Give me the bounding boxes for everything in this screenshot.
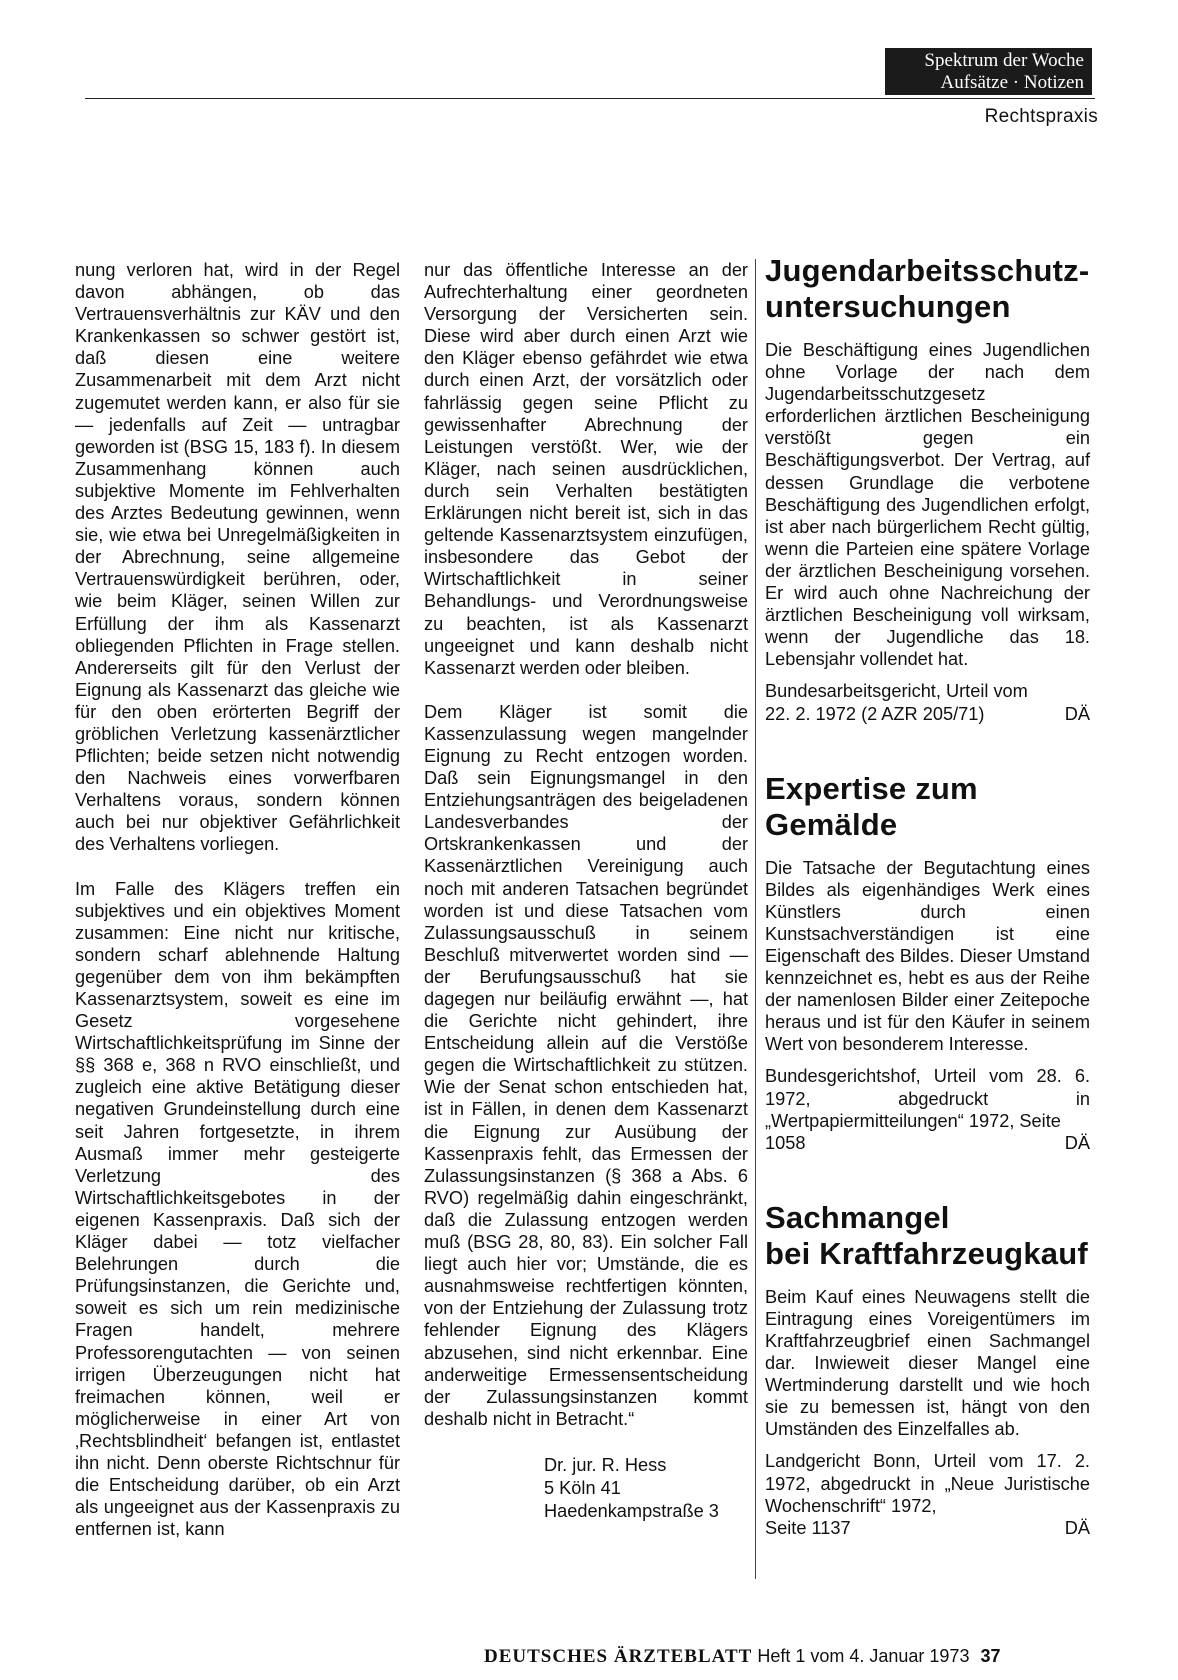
header-rule bbox=[85, 98, 1095, 99]
paragraph: nur das öffentliche Interesse an der Aufrechterhaltung einer geordneten Versorgung der Versicherten sein. Diese wird aber durch einen Arzt wie den Kläger ebenso gefährdet wie etwa durch einen Arzt, der vorsätzlich oder fahrlässig gegen seine Pflicht zu gewissenhafter Abrechnung der Leistungen verstößt. Wer, wie der Kläger, nach seinen ausdrücklichen, durch sein Verhalten bestätigten Erklärungen nicht bereit ist, sich in das geltende Kassenarztsystem einzufügen, insbesondere das Gebot der Wirtschaftlichkeit in seiner Behandlungs- und Verordnungsweise zu beachten, ist als Kassenarzt ungeeignet und kann deshalb nicht Kassenarzt werden oder bleiben. bbox=[424, 260, 748, 678]
paragraph: Im Falle des Klägers treffen ein subjektives und ein objektives Moment zusammen: Eine nicht nur kritische, sondern scharf ablehnende Haltung gegenüber dem von ihm bekämpften Kassenarztsystem, soweit es eine im Gesetz vorgesehene Wirtschaftlichkeitsprüfung im Sinne der §§ 368 e, 368 n RVO einschließt, und zugleich eine aktive Betätigung dieser negativen Grundeinstellung durch eine seit Jahren fortgesetzte, in ihrem Ausmaß immer mehr gesteigerte Verletzung des Wirtschaftlichkeitsgebotes in der eigenen Kassenpraxis. Daß sich der Kläger dabei — totz vielfacher Belehrungen durch die Prüfungsinstanzen, die Gerichte und, soweit es sich um rein medizinische Fragen handelt, mehrere Professorengutachten — von seinen irrigen Überzeugungen nicht hat freimachen können, weil er möglicherweise in einer Art von ‚Rechtsblindheit‘ befangen ist, entlastet ihn nicht. Denn oberste Richtschnur für die Entscheidung darüber, ob ein Arzt als ungeeignet aus der Kassenpraxis zu entfernen ist, kann bbox=[75, 878, 400, 1540]
issue-info: Heft 1 vom 4. Januar 1973 bbox=[757, 1646, 970, 1666]
paragraph: nung verloren hat, wird in der Regel davon abhängen, ob das Vertrauensverhältnis zur KÄV und den Krankenkassen so schwer gestört ist, daß diesen eine weitere Zusammenarbeit mit dem Arzt nicht zugemutet werden kann, er also für sie — jedenfalls auf Zeit — untragbar geworden ist (BSG 15, 183 f). In diesem Zusammenhang können auch subjektive Momente im Fehlverhalten des Arztes Bedeutung gewinnen, wenn sie, wie etwa bei Unregelmäßigkeiten in der Abrechnung, seine allgemeine Vertrauenswürdigkeit berühren, oder, wie beim Kläger, seinen Willen zur Erfüllung der ihm als Kassenarzt obliegenden Pflichten in Frage stellen. Andererseits gilt für den Verlust der Eignung als Kassenarzt das gleiche wie für den oben erörterten Begriff der gröblichen Verletzung kassenärztlicher Pflichten; beide setzen nicht notwendig den Nachweis eines vorwerfbaren Verhaltens voraus, sondern können auch bei nur objektiver Gefährlichkeit des Verhaltens vorliegen. bbox=[75, 260, 400, 855]
column-divider bbox=[755, 259, 756, 1579]
paragraph: Dem Kläger ist somit die Kassenzulassung wegen mangelnder Eignung zu Recht entzogen worden. Daß sein Eignungsmangel in den Entziehungsanträgen des beigeladenen Landesverbandes der Ortskrankenkassen und der Kassenärztlichen Vereinigung auch noch mit anderen Tatsachen begründet worden ist und diese Tatsachen vom Zulassungsausschuß in seinem Beschluß mitverwertet worden sind — der Berufungsausschuß hat sie dagegen nur beiläufig erwähnt —, hat die Gerichte nicht gehindert, ihre Entscheidung allein auf die Verstöße gegen die Wirtschaftlichkeit zu stützen. Wie der Senat schon entschieden hat, ist in Fällen, in denen dem Kassenarzt die Eignung zur Ausübung der Kassenpraxis fehlt, das Ermessen der Zulassungsinstanzen (§ 368 a Abs. 6 RVO) regelmäßig dahin eingeschränkt, daß die Zulassung entzogen werden muß (BSG 28, 80, 83). Ein solcher Fall liegt auch hier vor; Umstände, die es ausnahmsweise rechtfertigen könnten, von der Entziehung der Zulassung trotz fehlender Eignung des Klägers abzusehen, sind nicht erkennbar. Eine anderweitige Ermessensentscheidung der Zulassungsinstanzen kommt deshalb nicht in Betracht.“ bbox=[424, 701, 748, 1429]
article-text: Die Beschäftigung eines Jugendlichen ohne Vorlage der nach dem Jugendarbeitsschutzgesetz erforderlichen ärztlichen Bescheinigung verstößt gegen ein Beschäftigungsverbot. Der Vertrag, auf dessen Grundlage die verbotene Beschäftigung des Jugendlichen erfolgt, ist aber nach bürgerlichem Recht gültig, wenn die Parteien eine spätere Vorlage der ärztlichen Bescheinigung vorsehen. Er wird auch ohne Nachreichung der ärztlichen Bescheinigung voll wirksam, wenn der Jugendliche das 18. Lebensjahr vollendet hat. bbox=[765, 340, 1090, 670]
page-number: 37 bbox=[980, 1646, 1001, 1666]
author-city: 5 Köln 41 bbox=[544, 1477, 621, 1498]
citation: Landgericht Bonn, Urteil vom 17. 2. 1972, abgedruckt in „Neue Juristische Wochenschrift“ 1972, Seite 1137 DÄ bbox=[765, 1451, 1090, 1538]
column-3 bbox=[765, 253, 1090, 1539]
signature-mark: DÄ bbox=[1064, 1132, 1090, 1153]
section-tag bbox=[885, 48, 1092, 95]
section-tag-line2: Aufsätze · Notizen bbox=[940, 72, 1084, 93]
column-1 bbox=[75, 259, 400, 1540]
author-street: Haedenkampstraße 3 bbox=[544, 1500, 719, 1521]
signature-mark: DÄ bbox=[1064, 1517, 1090, 1538]
citation: Bundesarbeitsgericht, Urteil vom 22. 2. 1972 (2 AZR 205/71) DÄ bbox=[765, 681, 1090, 724]
section-tag-line1: Spektrum der Woche bbox=[924, 50, 1084, 71]
article-heading: Sachmangel bei Kraftfahrzeugkauf bbox=[765, 1199, 1088, 1271]
article-text: Beim Kauf eines Neuwagens stellt die Eintragung eines Voreigentümers im Kraftfahrzeugbrief einen Sachmangel dar. Inwieweit dieser Mangel eine Wertminderung darstellt und wie hoch sie zu bemessen ist, hängt von den Umständen des Einzelfalles ab. bbox=[765, 1286, 1090, 1440]
article-text: Die Tatsache der Begutachtung eines Bildes als eigenhändiges Werk eines Künstlers durch einen Kunstsachverständigen ist eine Eigenschaft des Bildes. Dieser Umstand kennzeichnet es, hebt es aus der Reihe der namenlosen Bilder einer Zeitepoche heraus und ist für den Käufer in seinem Wert von besonderem Interesse. bbox=[765, 857, 1090, 1055]
column-2 bbox=[424, 259, 748, 1523]
section-title: Rechtspraxis bbox=[984, 106, 1098, 127]
author-name: Dr. jur. R. Hess bbox=[544, 1454, 667, 1475]
article-heading: Jugendarbeitsschutz-untersuchungen bbox=[765, 253, 1090, 324]
page-footer bbox=[484, 1646, 1001, 1668]
citation: Bundesgerichtshof, Urteil vom 28. 6. 1972, abgedruckt in „Wertpapiermitteilungen“ 1972, Seite 1058 DÄ bbox=[765, 1066, 1090, 1153]
article-heading: Expertise zum Gemälde bbox=[765, 770, 978, 842]
signature-mark: DÄ bbox=[1064, 703, 1090, 724]
author-signature bbox=[424, 1454, 748, 1523]
journal-name: DEUTSCHES ÄRZTEBLATT bbox=[484, 1646, 753, 1667]
